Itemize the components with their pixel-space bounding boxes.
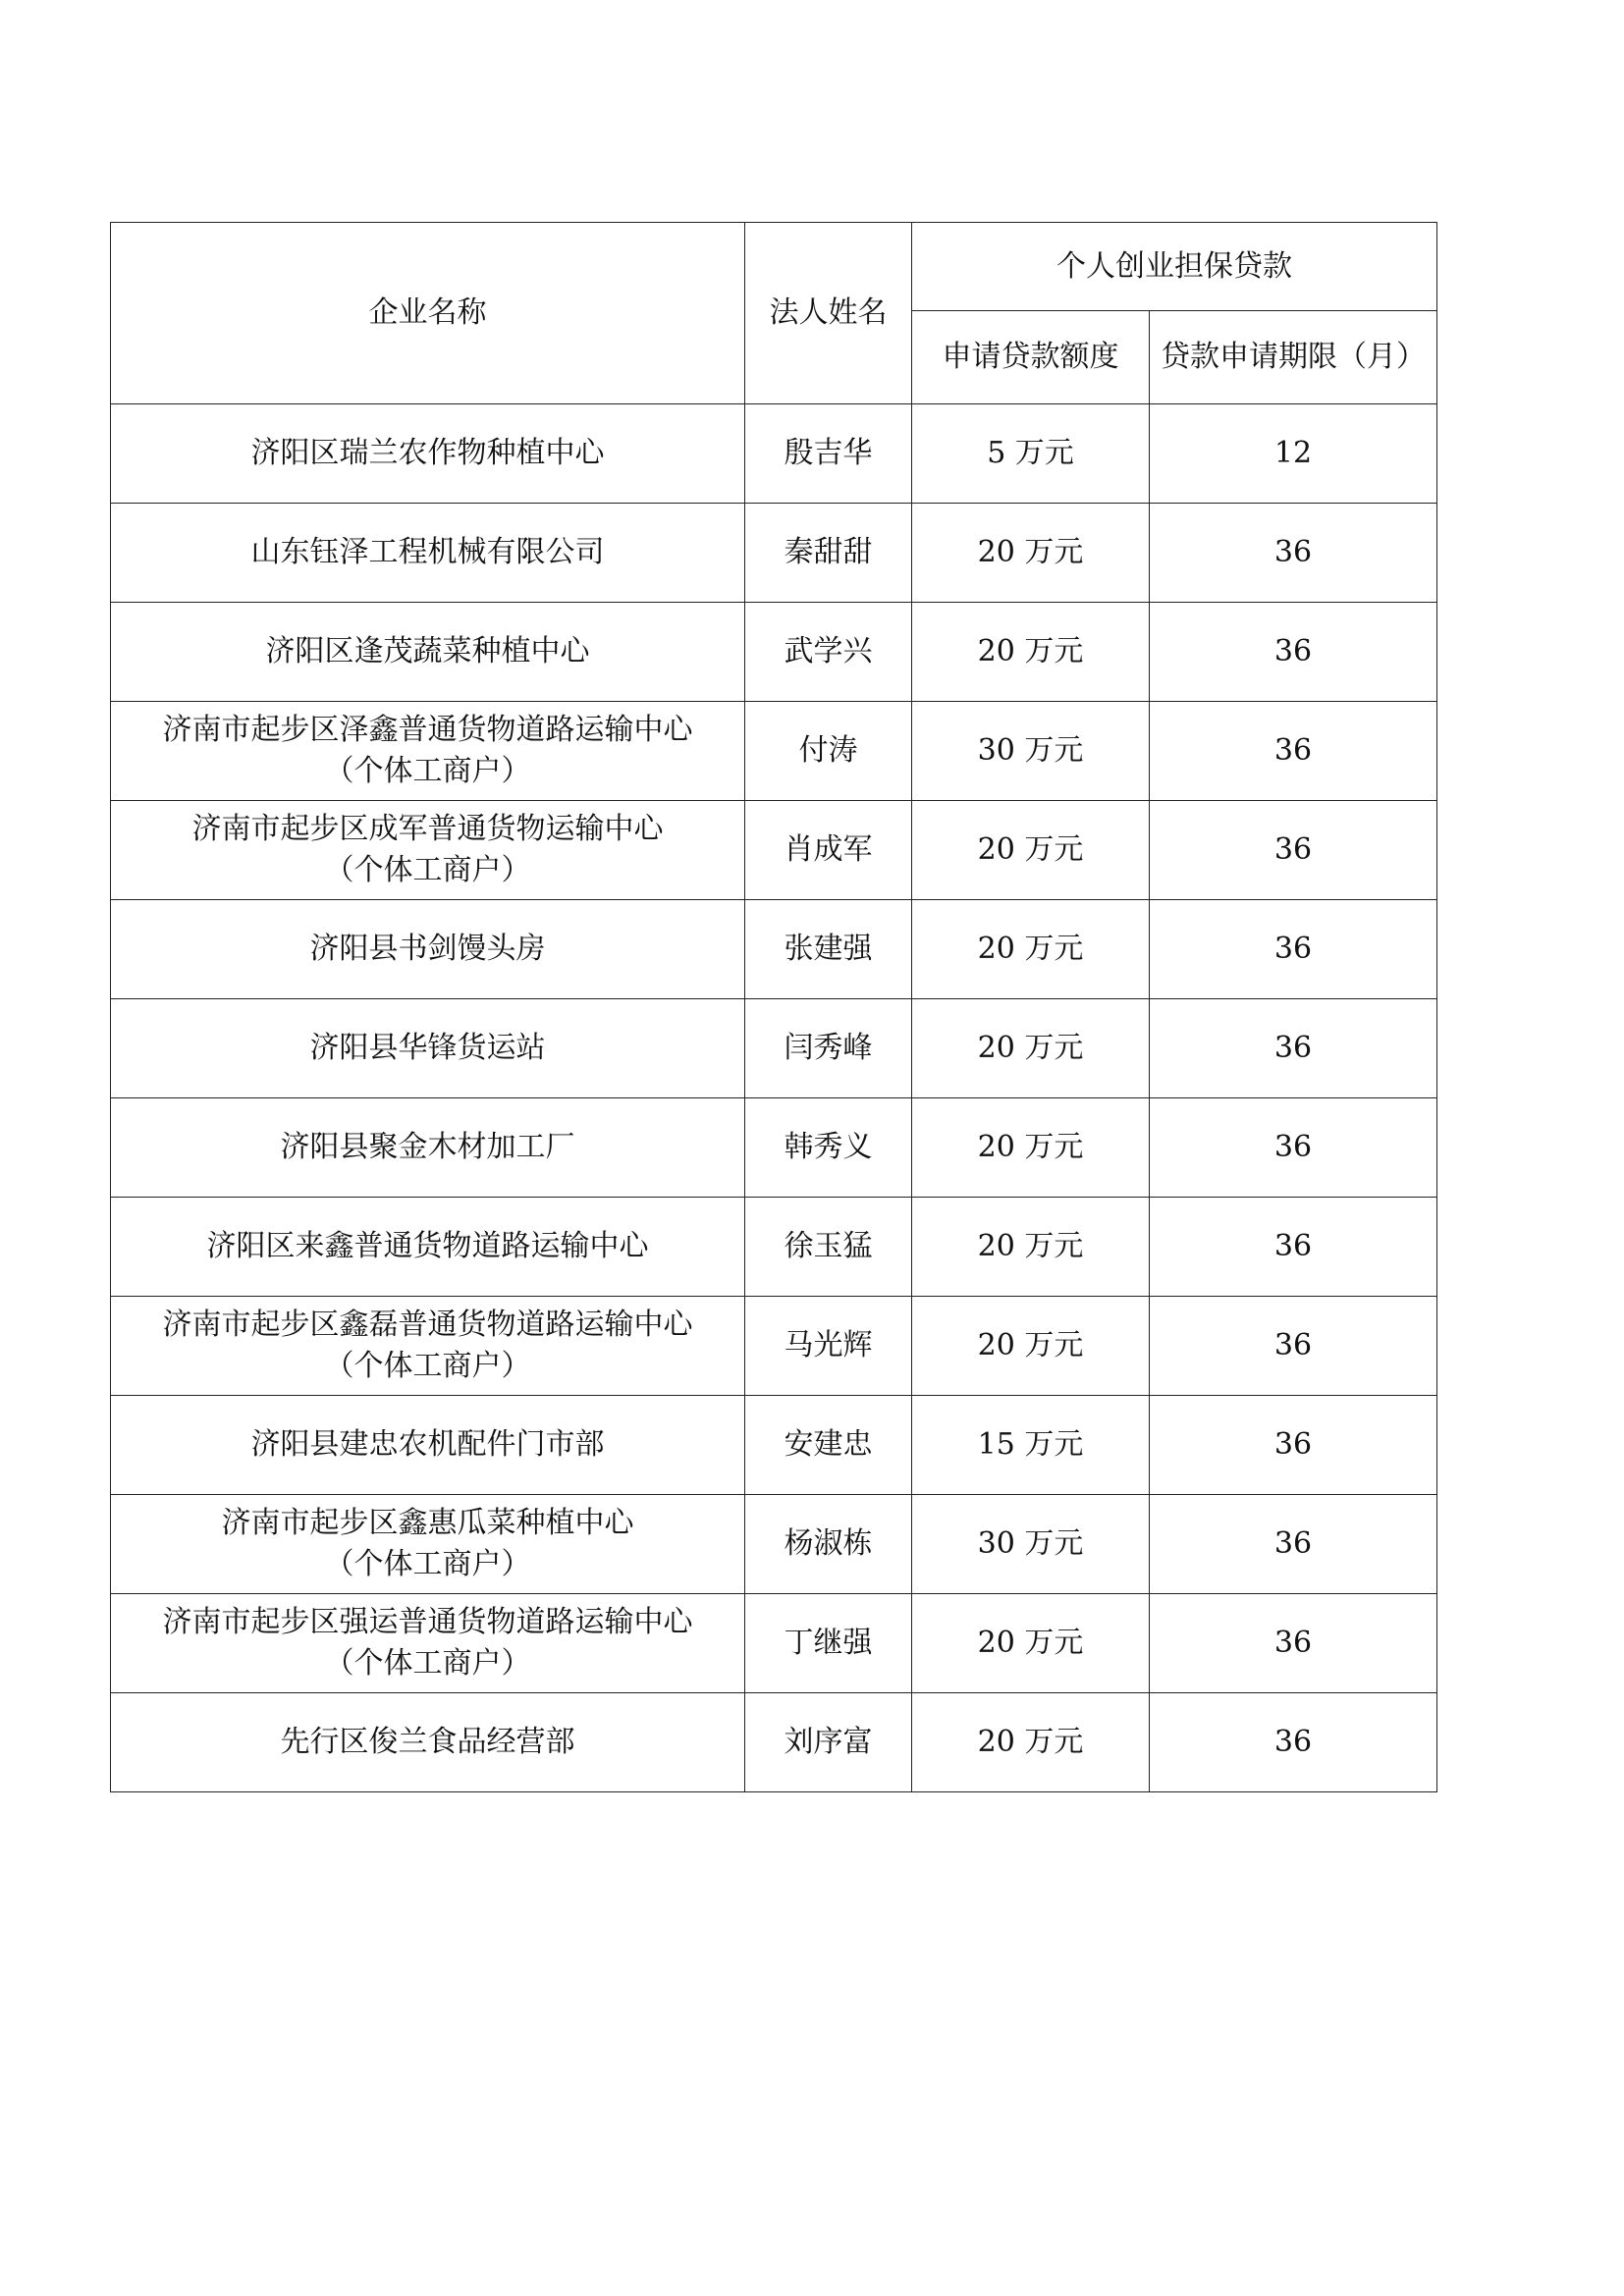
company-cell: [111, 1594, 745, 1693]
loan-term-cell: 36: [1150, 1198, 1437, 1297]
legal-person-cell: 安建忠: [745, 1396, 912, 1495]
loan-table: [110, 222, 1437, 1792]
table-body: [111, 223, 1437, 1792]
legal-person-cell: 肖成军: [745, 801, 912, 900]
table-row: [111, 1495, 1437, 1594]
loan-term-cell: 36: [1150, 1297, 1437, 1396]
company-cell: [111, 801, 745, 900]
loan-amount-cell: 20 万元: [912, 1198, 1150, 1297]
table-row: [111, 702, 1437, 801]
table-row: [111, 1693, 1437, 1792]
company-name: 济南市起步区泽鑫普通货物道路运输中心: [162, 713, 693, 747]
company-name: 济阳区逢茂蔬菜种植中心: [265, 634, 590, 668]
company-name: 先行区俊兰食品经营部: [280, 1725, 575, 1759]
table-row: [111, 1297, 1437, 1396]
company-cell: [111, 504, 745, 603]
company-type-note: （个体工商户）: [324, 754, 531, 788]
company-cell: [111, 999, 745, 1098]
table-row: [111, 1594, 1437, 1693]
legal-person-cell: 殷吉华: [745, 404, 912, 504]
company-cell: [111, 900, 745, 999]
legal-person-cell: 张建强: [745, 900, 912, 999]
legal-person-cell: 秦甜甜: [745, 504, 912, 603]
company-name: 山东钰泽工程机械有限公司: [250, 535, 605, 569]
legal-person-cell: 闫秀峰: [745, 999, 912, 1098]
company-cell: [111, 702, 745, 801]
loan-term-cell: 36: [1150, 504, 1437, 603]
legal-person-cell: 刘序富: [745, 1693, 912, 1792]
loan-amount-cell: 30 万元: [912, 1495, 1150, 1594]
legal-person-cell: 徐玉猛: [745, 1198, 912, 1297]
legal-person-cell: 杨淑栋: [745, 1495, 912, 1594]
company-name: 济阳县聚金木材加工厂: [280, 1130, 575, 1164]
loan-amount-cell: 20 万元: [912, 1594, 1150, 1693]
legal-person-cell: 马光辉: [745, 1297, 912, 1396]
header-loan-group: 个人创业担保贷款: [912, 223, 1437, 311]
loan-amount-cell: 20 万元: [912, 801, 1150, 900]
company-type-note: （个体工商户）: [324, 1646, 531, 1681]
legal-person-cell: 武学兴: [745, 603, 912, 702]
table-row: [111, 404, 1437, 504]
loan-amount-cell: 20 万元: [912, 1297, 1150, 1396]
loan-term-cell: 36: [1150, 801, 1437, 900]
loan-term-cell: 36: [1150, 1098, 1437, 1198]
company-name: 济南市起步区强运普通货物道路运输中心: [162, 1605, 693, 1639]
header-row-top: [111, 223, 1437, 311]
company-name: 济阳区来鑫普通货物道路运输中心: [206, 1229, 649, 1263]
table-row: [111, 999, 1437, 1098]
legal-person-cell: 丁继强: [745, 1594, 912, 1693]
company-name: 济阳县书剑馒头房: [309, 932, 546, 966]
loan-term-cell: 36: [1150, 999, 1437, 1098]
company-cell: [111, 1495, 745, 1594]
loan-term-cell: 36: [1150, 1693, 1437, 1792]
company-name: 济南市起步区鑫惠瓜菜种植中心: [221, 1506, 634, 1540]
loan-amount-cell: 20 万元: [912, 603, 1150, 702]
company-name: 济阳区瑞兰农作物种植中心: [250, 436, 605, 470]
company-type-note: （个体工商户）: [324, 853, 531, 887]
loan-amount-cell: 20 万元: [912, 1098, 1150, 1198]
company-cell: [111, 1693, 745, 1792]
loan-amount-cell: 15 万元: [912, 1396, 1150, 1495]
company-name: 济南市起步区成军普通货物运输中心: [191, 812, 664, 846]
company-type-note: （个体工商户）: [324, 1349, 531, 1383]
loan-amount-cell: 5 万元: [912, 404, 1150, 504]
loan-amount-cell: 20 万元: [912, 1693, 1150, 1792]
loan-term-cell: 36: [1150, 1594, 1437, 1693]
legal-person-cell: 韩秀义: [745, 1098, 912, 1198]
loan-amount-cell: 30 万元: [912, 702, 1150, 801]
loan-amount-cell: 20 万元: [912, 900, 1150, 999]
company-cell: [111, 603, 745, 702]
company-cell: [111, 1396, 745, 1495]
table-row: [111, 900, 1437, 999]
table-row: [111, 603, 1437, 702]
company-name: 济南市起步区鑫磊普通货物道路运输中心: [162, 1308, 693, 1342]
loan-term-cell: 36: [1150, 1396, 1437, 1495]
header-person: 法人姓名: [745, 223, 912, 404]
table-row: [111, 504, 1437, 603]
company-cell: [111, 1198, 745, 1297]
loan-term-cell: 36: [1150, 1495, 1437, 1594]
loan-term-cell: 12: [1150, 404, 1437, 504]
loan-term-cell: 36: [1150, 900, 1437, 999]
header-term: 贷款申请期限（月）: [1150, 311, 1437, 404]
company-cell: [111, 1098, 745, 1198]
loan-term-cell: 36: [1150, 702, 1437, 801]
loan-amount-cell: 20 万元: [912, 504, 1150, 603]
loan-amount-cell: 20 万元: [912, 999, 1150, 1098]
legal-person-cell: 付涛: [745, 702, 912, 801]
company-cell: [111, 1297, 745, 1396]
table-row: [111, 1396, 1437, 1495]
company-cell: [111, 404, 745, 504]
company-name: 济阳县建忠农机配件门市部: [250, 1427, 605, 1462]
loan-term-cell: 36: [1150, 603, 1437, 702]
company-name: 济阳县华锋货运站: [309, 1031, 546, 1065]
table-row: [111, 1198, 1437, 1297]
table-row: [111, 801, 1437, 900]
table-row: [111, 1098, 1437, 1198]
header-company: 企业名称: [111, 223, 745, 404]
company-type-note: （个体工商户）: [324, 1547, 531, 1581]
header-amount: 申请贷款额度: [912, 311, 1150, 404]
